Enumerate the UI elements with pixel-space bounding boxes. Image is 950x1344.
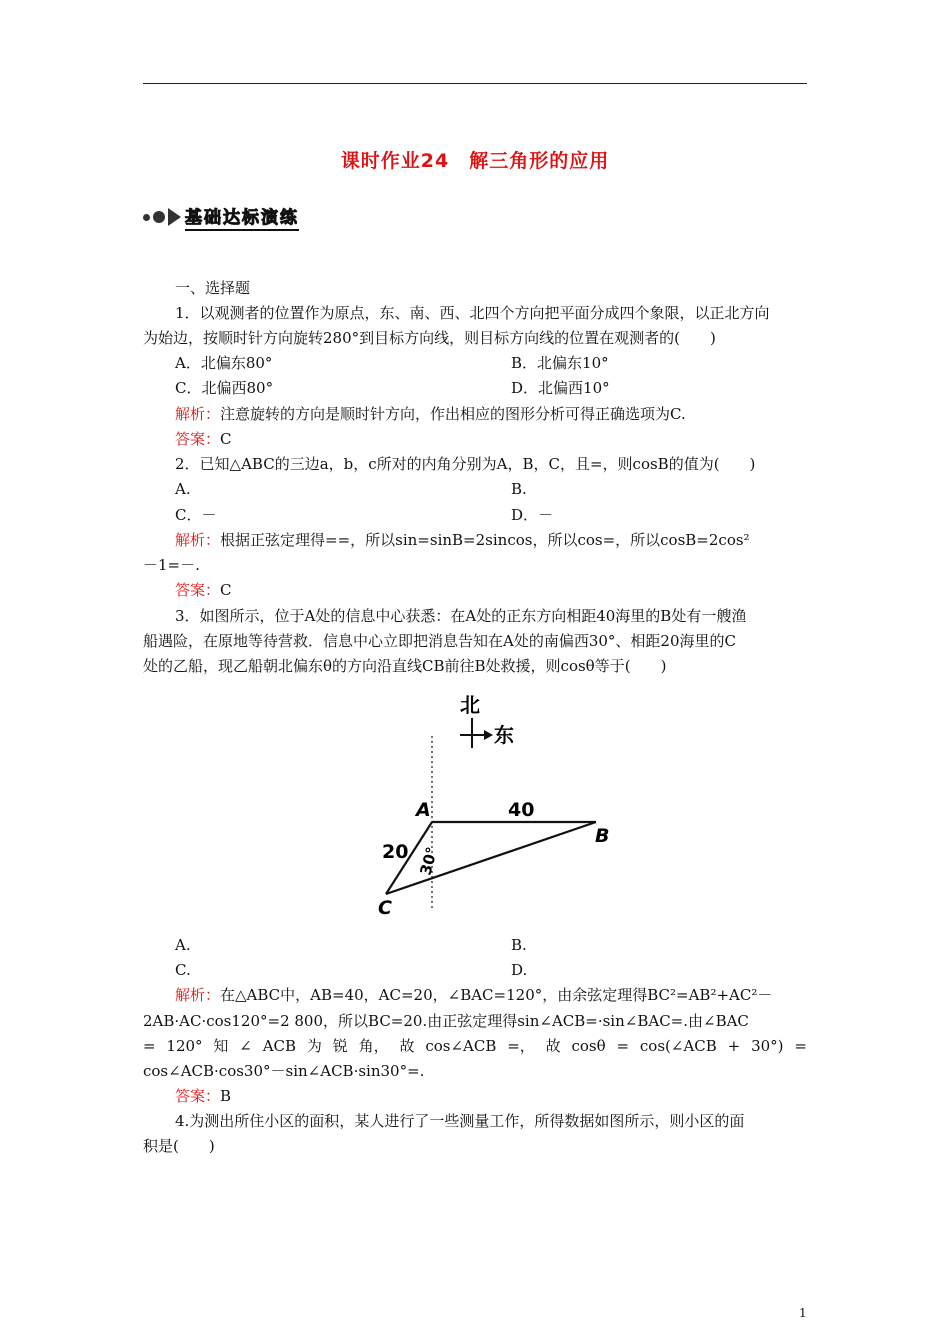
word: = bbox=[794, 1037, 807, 1055]
q2-option-c: C．－ bbox=[175, 506, 217, 524]
q2-option-a: A. bbox=[175, 480, 191, 498]
page-number: 1 bbox=[799, 1306, 807, 1320]
length-ac: 20 bbox=[382, 841, 409, 863]
q1-text-2: 为始边，按顺时针方向旋转280°到目标方向线，则目标方向线的位置在观测者的( ) bbox=[143, 329, 716, 347]
q2-answer bbox=[175, 578, 232, 603]
q2-analysis-2: －1=－. bbox=[143, 556, 200, 574]
analysis-label: 解析： bbox=[175, 405, 221, 423]
angle-label: 30° bbox=[416, 844, 442, 878]
q3-option-c: C. bbox=[175, 961, 191, 979]
word: = bbox=[143, 1037, 156, 1055]
word: 故 bbox=[545, 1037, 561, 1055]
q1-option-b: B．北偏东10° bbox=[511, 354, 609, 372]
q1-answer bbox=[175, 427, 232, 452]
q3-text-1: 3．如图所示，位于A处的信息中心获悉：在A处的正东方向相距40海里的B处有一艘渔 bbox=[175, 607, 747, 625]
q3-analysis-3 bbox=[143, 1034, 807, 1059]
answer-label: 答案： bbox=[175, 430, 221, 448]
analysis-text: 根据正弦定理得==，所以sin=sinB=2sincos，所以cos=，所以cosB=2cos² bbox=[220, 531, 750, 549]
answer-value: C bbox=[220, 430, 232, 448]
analysis-text: 注意旋转的方向是顺时针方向，作出相应的图形分析可得正确选项为C. bbox=[220, 405, 686, 423]
q3-answer bbox=[175, 1084, 231, 1109]
q3-option-d: D. bbox=[511, 961, 528, 979]
vertex-b: B bbox=[595, 825, 610, 847]
answer-value: C bbox=[220, 581, 232, 599]
answer-value: B bbox=[220, 1087, 232, 1105]
q3-text-2: 船遇险，在原地等待营救．信息中心立即把消息告知在A处的南偏西30°、相距20海里的C bbox=[143, 632, 736, 650]
vertex-a: A bbox=[416, 799, 431, 821]
north-label: 北 bbox=[460, 693, 480, 717]
page-title: 课时作业24 解三角形的应用 bbox=[340, 150, 610, 172]
header-rule bbox=[143, 83, 807, 84]
word: 120° bbox=[166, 1037, 203, 1055]
q1-option-a: A．北偏东80° bbox=[175, 354, 273, 372]
q2-text-1: 2．已知△ABC的三边a，b，c所对的内角分别为A，B，C，且=，则cosB的值为( ) bbox=[175, 455, 756, 473]
word: 角， bbox=[358, 1037, 389, 1055]
word: 知 bbox=[213, 1037, 229, 1055]
answer-label: 答案： bbox=[175, 581, 221, 599]
word: 为 bbox=[306, 1037, 322, 1055]
q3-option-a: A. bbox=[175, 936, 191, 954]
q1-option-d: D．北偏西10° bbox=[511, 379, 610, 397]
vertex-c: C bbox=[378, 897, 392, 919]
answer-label: 答案： bbox=[175, 1087, 221, 1105]
q3-option-b: B. bbox=[511, 936, 527, 954]
word: 锐 bbox=[332, 1037, 348, 1055]
q1-option-c: C．北偏西80° bbox=[175, 379, 274, 397]
q4-text-1: 4.为测出所住小区的面积，某人进行了一些测量工作，所得数据如图所示，则小区的面 bbox=[175, 1112, 745, 1130]
word: cos(∠ACB bbox=[639, 1037, 717, 1055]
section-heading: 一、选择题 bbox=[175, 279, 251, 297]
q3-text-3: 处的乙船，现乙船朝北偏东θ的方向沿直线CB前往B处救援，则cosθ等于( ) bbox=[143, 657, 667, 675]
q1-text-1: 1．以观测者的位置作为原点，东、南、西、北四个方向把平面分成四个象限，以正北方向 bbox=[175, 304, 770, 322]
east-arrow-icon bbox=[484, 730, 493, 740]
bullet-small-icon bbox=[143, 214, 150, 221]
arrow-icon bbox=[168, 208, 181, 226]
q2-analysis bbox=[175, 528, 750, 553]
q2-option-d: D．－ bbox=[511, 506, 554, 524]
word: =， bbox=[507, 1037, 535, 1055]
banner-label: 基础达标演练 bbox=[185, 203, 299, 231]
side-cb bbox=[386, 822, 596, 894]
section-banner bbox=[143, 204, 299, 230]
bullet-large-icon bbox=[153, 211, 165, 223]
word: cosθ bbox=[571, 1037, 606, 1055]
word: 故 bbox=[399, 1037, 415, 1055]
q1-analysis bbox=[175, 402, 686, 427]
q3-analysis-2: 2AB·AC·cos120°=2 800，所以BC=20.由正弦定理得sin∠ACB=·sin∠BAC=.由∠BAC bbox=[143, 1012, 749, 1030]
q3-analysis bbox=[175, 983, 772, 1008]
triangle-figure bbox=[360, 688, 630, 920]
q3-analysis-4: cos∠ACB·cos30°－sin∠ACB·sin30°=. bbox=[143, 1062, 425, 1080]
word: + bbox=[727, 1037, 741, 1055]
word: ∠ bbox=[239, 1037, 252, 1055]
word: = bbox=[616, 1037, 630, 1055]
analysis-label: 解析： bbox=[175, 986, 221, 1004]
analysis-label: 解析： bbox=[175, 531, 221, 549]
word: 30°) bbox=[751, 1037, 784, 1055]
q2-option-b: B. bbox=[511, 480, 527, 498]
word: ACB bbox=[262, 1037, 297, 1055]
length-ab: 40 bbox=[508, 799, 535, 821]
east-label: 东 bbox=[494, 723, 514, 747]
analysis-text: 在△ABC中，AB=40，AC=20，∠BAC=120°，由余弦定理得BC²=AB²+AC²－ bbox=[220, 986, 773, 1004]
q4-text-2: 积是( ) bbox=[143, 1137, 215, 1155]
word: cos∠ACB bbox=[425, 1037, 497, 1055]
